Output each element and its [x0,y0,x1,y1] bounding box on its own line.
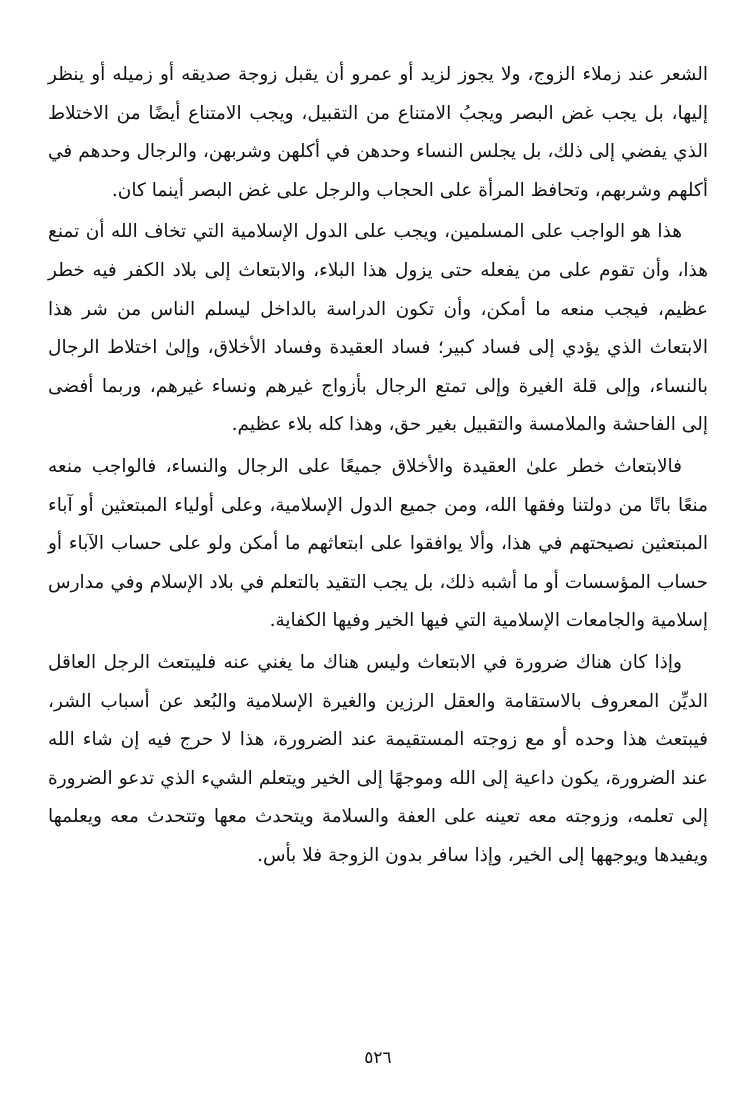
paragraph-3: فالابتعاث خطر علىٰ العقيدة والأخلاق جميعًا على الرجال والنساء، فالواجب منعه منعًا باتًا من دولتنا وفقها الله، ومن جميع الدول الإسلامية، وعلى أولياء المبتعثين أو آباء المبتعثين نصيحتهم في هذا، وألا يوافقوا على ابتعاثهم ما أمكن ولو على حساب الآباء أو حساب المؤسسات أو ما أشبه ذلك، بل يجب التقيد بالتعلم في بلاد الإسلام وفي مدارس إسلامية والجامعات الإسلامية التي فيها الخير وفيها الكفاية. [48,455,708,632]
paragraph-2: هذا هو الواجب على المسلمين، ويجب على الدول الإسلامية التي تخاف الله أن تمنع هذا، وأن تقوم على من يفعله حتى يزول هذا البلاء، والابتعاث إلى بلاد الكفر فيه خطر عظيم، فيجب منعه ما أمكن، وأن تكون الدراسة بالداخل ليسلم الناس من شر هذا الابتعاث الذي يؤدي إلى فساد كبير؛ فساد العقيدة وفساد الأخلاق، وإلىٰ اختلاط الرجال بالنساء، وإلى قلة الغيرة وإلى تمتع الرجال بأزواج غيرهم ونساء غيرهم، وربما أفضى إلى الفاحشة والملامسة والتقبيل بغير حق، وهذا كله بلاء عظيم. [48,221,708,436]
page-number: ٥٢٦ [364,1048,392,1068]
paragraph-4: وإذا كان هناك ضرورة في الابتعاث وليس هناك ما يغني عنه فليبتعث الرجل العاقل الديِّن المعروف بالاستقامة والعقل الرزين والغيرة الإسلامية والبُعد عن أسباب الشر، فيبتعث هذا وحده أو مع زوجته المستقيمة عند الضرورة، هذا لا حرج فيه إن شاء الله عند الضرورة، يكون داعية إلى الله وموجهًا إلى الخير ويتعلم الشيء الذي تدعو الضرورة إلى تعلمه، وزوجته معه تعينه على العفة والسلامة ويتحدث معها وتتحدث معه ويعلمها ويفيدها ويوجهها إلى الخير، وإذا سافر بدون الزوجة فلا بأس. [48,651,708,866]
paragraph-1: الشعر عند زملاء الزوج، ولا يجوز لزيد أو عمرو أن يقبل زوجة صديقه أو زميله أو ينظر إليها، بل يجب غض البصر ويجبُ الامتناع من التقبيل، ويجب الامتناع أيضًا من الاختلاط الذي يفضي إلى ذلك، بل يجلس النساء وحدهن في أكلهن وشربهن، والرجال وحدهم في أكلهم وشربهم، وتحافظ المرأة على الحجاب والرجل على غض البصر أينما كان. [48,64,708,201]
page-body [48,56,708,878]
